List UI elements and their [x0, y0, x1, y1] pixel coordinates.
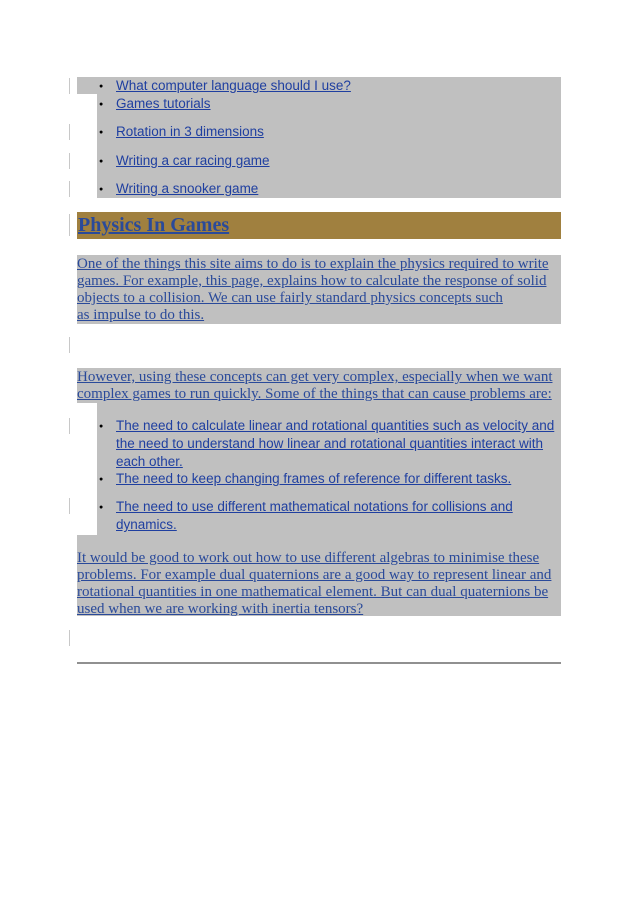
problem-item-line[interactable]: the need to understand how linear and rotational quantities interact with	[116, 436, 544, 451]
list-indent	[77, 403, 97, 535]
list-bullet: ●	[99, 475, 104, 483]
list-bullet: ●	[99, 128, 104, 136]
paragraph-line[interactable]: complex games to run quickly. Some of the things that can cause problems are:	[77, 386, 552, 402]
margin-mark	[69, 124, 70, 140]
problem-item-line[interactable]: dynamics.	[116, 517, 177, 532]
list-bullet: ●	[99, 422, 104, 430]
paragraph-line[interactable]: games. For example, this page, explains how to calculate the response of solid	[77, 273, 547, 289]
list-bullet: ●	[99, 185, 104, 193]
list-bullet: ●	[99, 157, 104, 165]
panel-indent	[77, 94, 97, 198]
margin-mark	[69, 181, 70, 197]
paragraph-line[interactable]: It would be good to work out how to use different algebras to minimise these	[77, 550, 540, 566]
link-games-tutorials[interactable]: Games tutorials	[116, 96, 211, 111]
link-car-racing-game[interactable]: Writing a car racing game	[116, 153, 270, 168]
list-bullet: ●	[99, 82, 104, 90]
margin-mark	[69, 337, 70, 353]
problem-item-line[interactable]: The need to use different mathematical notations for collisions and	[116, 499, 513, 514]
list-bullet: ●	[99, 503, 104, 511]
paragraph-line[interactable]: However, using these concepts can get very complex, especially when we want	[77, 369, 553, 385]
margin-mark	[69, 498, 70, 514]
paragraph-line[interactable]: rotational quantities in one mathematical element. But can dual quaternions be	[77, 584, 549, 600]
panel-gap	[77, 324, 561, 368]
paragraph-line[interactable]: problems. For example dual quaternions are a good way to represent linear and	[77, 567, 552, 583]
paragraph-line[interactable]: used when we are working with inertia tensors?	[77, 601, 364, 617]
margin-mark	[69, 153, 70, 169]
link-rotation-3d[interactable]: Rotation in 3 dimensions	[116, 124, 264, 139]
margin-mark	[69, 78, 70, 94]
section-heading[interactable]: Physics In Games	[78, 214, 230, 236]
margin-mark	[69, 214, 70, 236]
problem-item-line[interactable]: The need to calculate linear and rotational quantities such as velocity and	[116, 418, 555, 433]
paragraph-line[interactable]: objects to a collision. We can use fairly standard physics concepts such	[77, 290, 503, 306]
paragraph-line[interactable]: One of the things this site aims to do is to explain the physics required to write	[77, 256, 549, 272]
problem-item-line[interactable]: each other.	[116, 454, 183, 469]
horizontal-rule	[77, 662, 561, 664]
list-bullet: ●	[99, 100, 104, 108]
problem-item-line[interactable]: The need to keep changing frames of reference for different tasks.	[116, 471, 512, 486]
margin-mark	[69, 418, 70, 434]
link-snooker-game[interactable]: Writing a snooker game	[116, 181, 259, 196]
margin-mark	[69, 630, 70, 646]
link-computer-language[interactable]: What computer language should I use?	[116, 78, 351, 93]
paragraph-line[interactable]: as impulse to do this.	[77, 307, 205, 323]
